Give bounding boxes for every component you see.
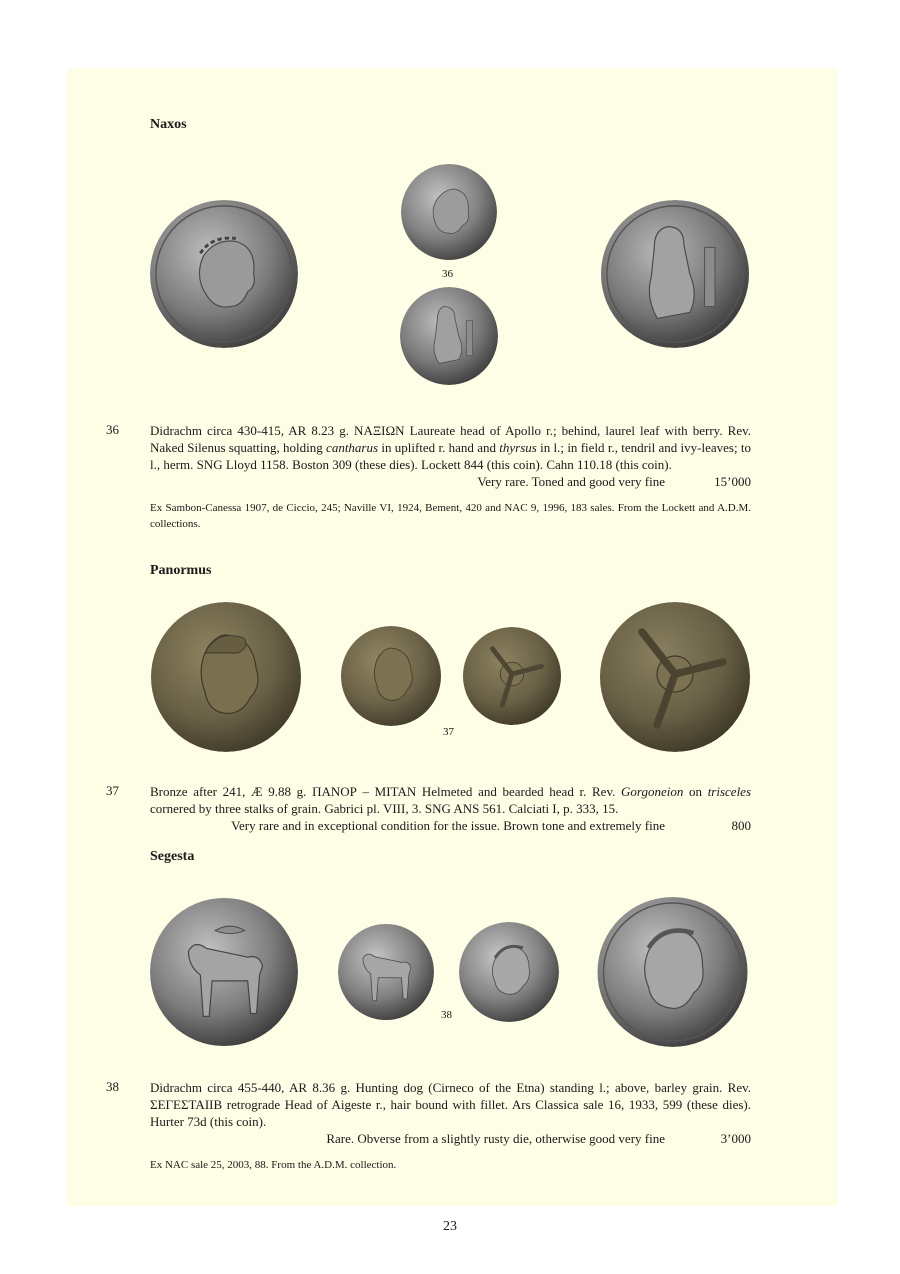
lot-number-38: 38 [106, 1079, 119, 1094]
lot-grade-37: Very rare and in exceptional condition for the issue. Brown tone and extremely fine [231, 818, 665, 833]
coin-image-36-obverse-enlarged [150, 200, 298, 348]
coin-image-38-obverse-enlarged [150, 895, 298, 1049]
coin-image-38-obverse [338, 920, 434, 1024]
page-number: 23 [443, 1219, 457, 1234]
lot-price-37: 800 [731, 818, 751, 833]
lot-number-36: 36 [106, 422, 119, 437]
coin-image-38-reverse-enlarged [596, 897, 749, 1047]
coin-image-36-reverse-enlarged [600, 200, 750, 348]
lot-price-line-37 [150, 817, 751, 834]
section-title-naxos: Naxos [150, 117, 187, 132]
coin-image-36-obverse [401, 164, 497, 260]
coin-image-37-obverse-enlarged [150, 602, 302, 752]
image-label-38: 38 [441, 1009, 452, 1021]
lot-description-36: Didrachm circa 430-415, AR 8.23 g. ΝΑΞΙΩΝ Laureate head of Apollo r.; behind, laurel leaf with berry. Rev. Naked Silenus squatting, holding cantharus in uplifted r. hand and thyrsus in l.; in field r., tendril and ivy-leaves; to l., herm. SNG Lloyd 1158. Boston 309 (these dies). Lockett 844 (this coin). Cahn 110.18 (this coin). [150, 423, 751, 472]
image-label-37: 37 [443, 726, 454, 738]
lot-provenance-36: Ex Sambon-Canessa 1907, de Ciccio, 245; Naville VI, 1924, Bement, 420 and NAC 9, 1996, 183 sales. From the Lockett and A.D.M. collections. [150, 502, 751, 530]
lot-number-37: 37 [106, 783, 119, 798]
lot-description-37: Bronze after 241, Æ 9.88 g. ΠΑΝΟΡ – ΜΙΤΑΝ Helmeted and bearded head r. Rev. Gorgoneion on trisceles cornered by three stalks of grain. Gabrici pl. VIII, 3. SNG ANS 561. Calciati I, p. 333, 15. [150, 784, 752, 816]
lot-provenance-38: Ex NAC sale 25, 2003, 88. From the A.D.M. collection. [150, 1159, 397, 1171]
lot-grade-38: Rare. Obverse from a slightly rusty die, otherwise good very fine [326, 1131, 665, 1146]
lot-grade-36: Very rare. Toned and good very fine [477, 474, 665, 489]
section-title-panormus: Panormus [150, 563, 212, 578]
lot-description-38: Didrachm circa 455-440, AR 8.36 g. Hunting dog (Cirneco of the Etna) standing l.; above, barley grain. Rev. ΣΕΓΕΣΤΑΙΙΒ retrograde Head of Aigeste r., hair bound with fillet. Ars Classica sale 16, 1933, 599 (these dies). Hurter 73d (this coin). [150, 1080, 751, 1129]
image-label-36: 36 [442, 268, 453, 280]
lot-price-line-36 [150, 473, 751, 490]
lot-price-38: 3’000 [720, 1131, 751, 1146]
coin-image-37-reverse-enlarged [599, 602, 751, 752]
lot-price-36: 15’000 [714, 474, 751, 489]
coin-image-37-reverse [462, 627, 562, 725]
lot-price-line-38 [150, 1130, 751, 1147]
coin-image-38-reverse [459, 922, 559, 1022]
section-title-segesta: Segesta [150, 849, 195, 864]
coin-image-37-obverse [340, 626, 442, 726]
coin-image-36-reverse [400, 287, 498, 385]
